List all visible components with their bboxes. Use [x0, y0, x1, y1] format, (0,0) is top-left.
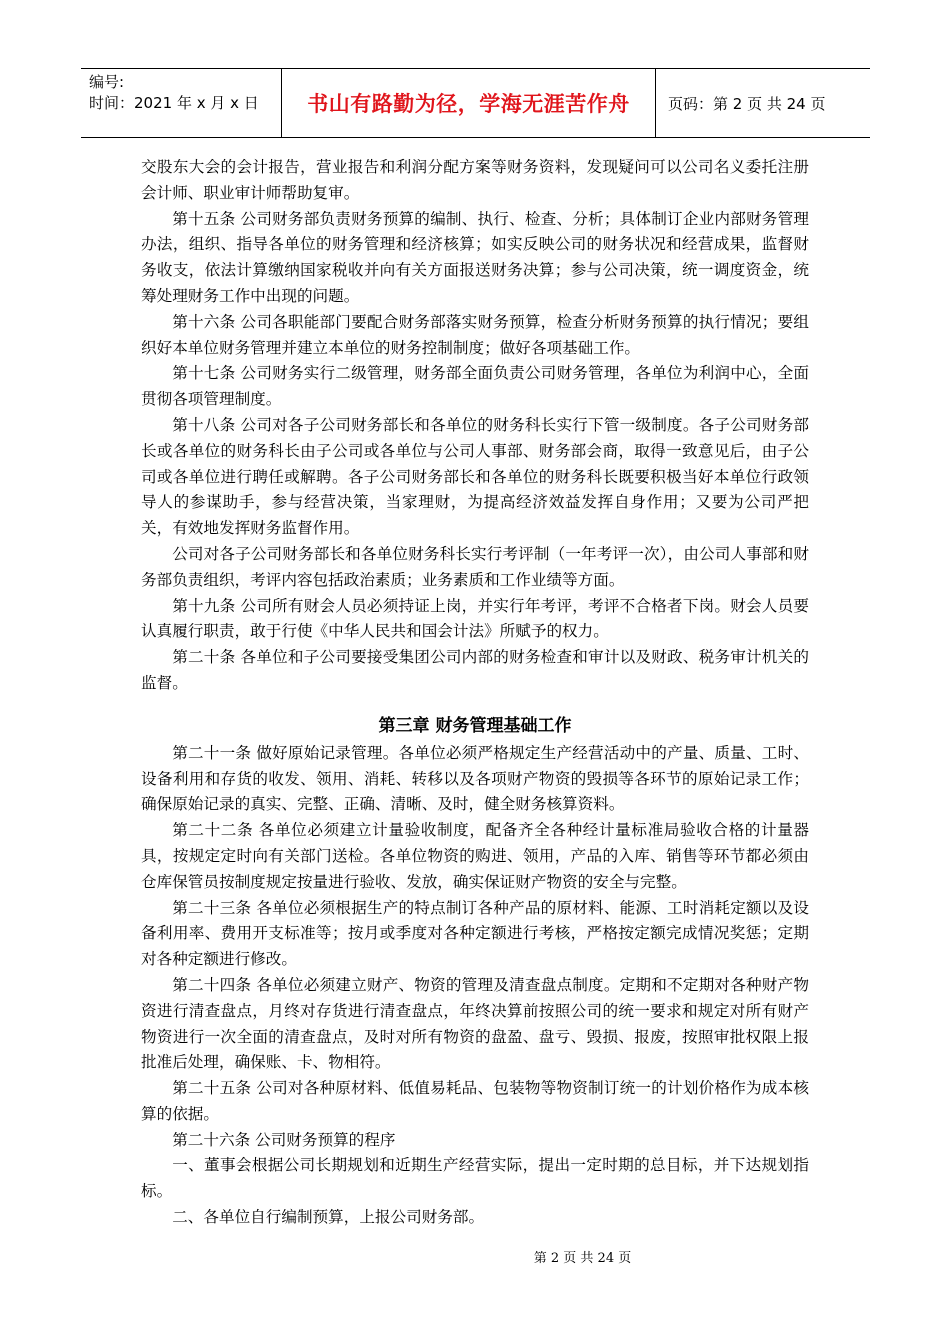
document-body — [141, 155, 809, 1231]
code-label: 编号: — [89, 73, 125, 91]
paragraph: 交股东大会的会计报告，营业报告和利润分配方案等财务资料，发现疑问可以公司名义委托注册会计师、职业审计师帮助复审。 — [141, 158, 809, 202]
paragraph: 第十九条 公司所有财会人员必须持证上岗，并实行年考评，考评不合格者下岗。财会人员要认真履行职责，敢于行使《中华人民共和国会计法》所赋予的权力。 — [141, 596, 809, 641]
chapter-title: 第三章 财务管理基础工作 — [378, 715, 572, 736]
header-meta — [81, 69, 282, 137]
page-info-text: 页码：第 2 页 共 24 页 — [668, 94, 826, 113]
footer-page-number: 第 2 页 共 24 页 — [533, 1251, 632, 1266]
paragraph: 一、董事会根据公司长期规划和近期生产经营实际，提出一定时期的总目标，并下达规划指标。 — [141, 1156, 809, 1201]
paragraph: 第十五条 公司财务部负责财务预算的编制、执行、检查、分析；具体制订企业内部财务管理办法，组织、指导各单位的财务管理和经济核算；如实反映公司的财务状况和经营成果，监督财务收支，依法计算缴纳国家税收并向有关方面报送财务决算；参与公司决策，统一调度资金，统筹处理财务工作中出现的问题。 — [141, 209, 809, 305]
paragraph: 第二十条 各单位和子公司要接受集团公司内部的财务检查和审计以及财政、税务审计机关的监督。 — [141, 648, 809, 692]
paragraph: 公司对各子公司财务部长和各单位财务科长实行考评制（一年考评一次），由公司人事部和财务部负责组织，考评内容包括政治素质；业务素质和工作业绩等方面。 — [141, 544, 809, 589]
paragraph: 第二十六条 公司财务预算的程序 — [172, 1130, 396, 1149]
paragraph: 第十七条 公司财务实行二级管理，财务部全面负责公司财务管理，各单位为利润中心，全面贯彻各项管理制度。 — [141, 364, 809, 409]
paragraph: 第二十五条 公司对各种原材料、低值易耗品、包装物等物资制订统一的计划价格作为成本核算的依据。 — [141, 1079, 809, 1123]
paragraph: 第二十四条 各单位必须建立财产、物资的管理及清查盘点制度。定期和不定期对各种财产物资进行清查盘点，月终对存货进行清查盘点，年终决算前按照公司的统一要求和规定对所有财产物资进行一次全面的清查盘点，及时对所有物资的盘盈、盘亏、毁损、报废，按照审批权限上报批准后处理，确保账、卡、物相符。 — [141, 975, 809, 1072]
page-header — [81, 68, 870, 138]
paragraph: 第二十三条 各单位必须根据生产的特点制订各种产品的原材料、能源、工时消耗定额以及设备利用率、费用开支标准等；按月或季度对各种定额进行考核，严格按定额完成情况奖惩；定期对各种定额进行修改。 — [141, 898, 809, 969]
header-page-info — [656, 69, 870, 137]
page-footer — [0, 1247, 950, 1266]
paragraph: 第二十一条 做好原始记录管理。各单位必须严格规定生产经营活动中的产量、质量、工时、设备利用和存货的收发、领用、消耗、转移以及各项财产物资的毁损等各环节的原始记录工作；确保原始记录的真实、完整、正确、清晰、及时，健全财务核算资料。 — [141, 743, 809, 814]
header-motto: 书山有路勤为径，学海无涯苦作舟 — [307, 92, 630, 116]
date-line: 时间：2021 年 x 月 x 日 — [89, 94, 259, 112]
paragraph: 第二十二条 各单位必须建立计量验收制度，配备齐全各种经计量标准局验收合格的计量器具，按规定定时向有关部门送检。各单位物资的购进、领用，产品的入库、销售等环节都必须由仓库保管员按制度规定按量进行验收、发放，确实保证财产物资的安全与完整。 — [141, 821, 809, 891]
header-motto-cell — [282, 69, 656, 137]
paragraph: 第十八条 公司对各子公司财务部长和各单位的财务科长实行下管一级制度。各子公司财务部长或各单位的财务科长由子公司或各单位与公司人事部、财务部会商，取得一致意见后，由子公司或各单位进行聘任或解聘。各子公司财务部长和各单位的财务科长既要积极当好本单位行政领导人的参谋助手，参与经营决策，当家理财，为提高经济效益发挥自身作用；又要为公司严把关，有效地发挥财务监督作用。 — [141, 415, 809, 538]
paragraph: 二、各单位自行编制预算，上报公司财务部。 — [172, 1208, 485, 1227]
paragraph: 第十六条 公司各职能部门要配合财务部落实财务预算，检查分析财务预算的执行情况；要组织好本单位财务管理并建立本单位的财务控制制度；做好各项基础工作。 — [141, 312, 809, 357]
